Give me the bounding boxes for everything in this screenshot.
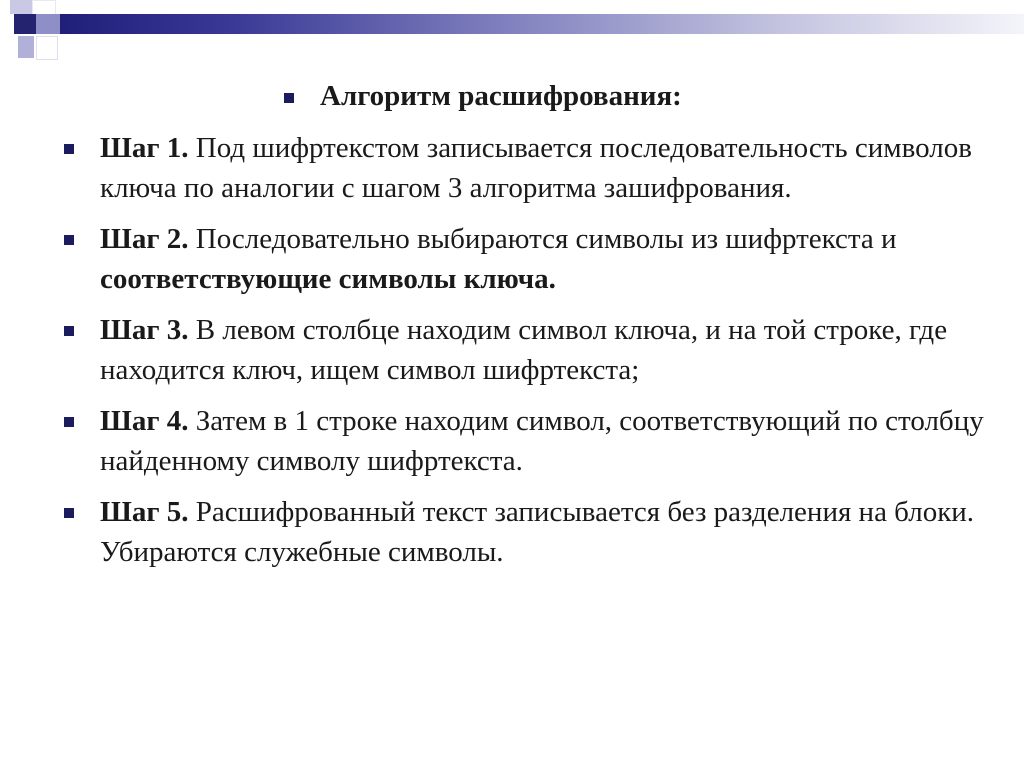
step-label: Шаг 2. [100, 223, 189, 255]
heading-bullet-icon [284, 93, 294, 103]
step-label: Шаг 1. [100, 132, 189, 164]
step-text: Расшифрованный текст записывается без разделения на блоки. Убираются служебные символы. [100, 496, 975, 568]
step-label: Шаг 4. [100, 405, 189, 437]
list-item-step-2 [100, 219, 1000, 299]
slide-heading: Алгоритм расшифрования: [320, 80, 682, 112]
square-bullet-icon [64, 508, 74, 518]
list-item-step-3 [100, 310, 1000, 390]
step-label: Шаг 5. [100, 496, 189, 528]
steps-list [100, 128, 1000, 583]
square-bullet-icon [64, 326, 74, 336]
square-bullet-icon [64, 144, 74, 154]
step-text: Под шифртекстом записывается последовательность символов ключа по аналогии с шагом 3 алгоритма зашифрования. [100, 132, 972, 204]
list-item-step-1 [100, 128, 1000, 208]
step-label: Шаг 3. [100, 314, 189, 346]
list-item-step-5 [100, 492, 1000, 572]
step-emphasis: соответствующие символы ключа. [100, 263, 556, 295]
step-text: Затем в 1 строке находим символ, соответствующий по столбцу найденному символу шифртекста. [100, 405, 984, 477]
square-bullet-icon [64, 417, 74, 427]
square-bullet-icon [64, 235, 74, 245]
step-text: Последовательно выбираются символы из шифртекста и [188, 223, 897, 255]
header-gradient-band [60, 14, 1024, 34]
list-item-step-4 [100, 401, 1000, 481]
step-text: В левом столбце находим символ ключа, и на той строке, где находится ключ, ищем символ шифртекста; [100, 314, 948, 386]
